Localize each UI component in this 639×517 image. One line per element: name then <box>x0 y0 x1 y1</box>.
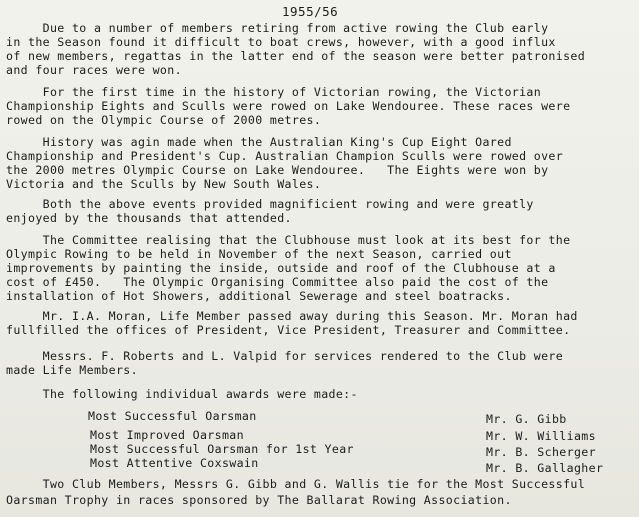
paragraph-2-line-1: For the first time in the history of Victorian rowing, the Victorian <box>6 85 542 99</box>
paragraph-4-line-1: Both the above events provided magnificient rowing and were greatly <box>6 197 534 211</box>
paragraph-1-line-3: of new members, regattas in the latter end of the season were better patronised <box>6 49 586 63</box>
paragraph-7-line-2: made Life Members. <box>6 363 138 377</box>
award-title: Most Attentive Coxswain <box>90 456 259 470</box>
paragraph-5-line-4: cost of £450. The Olympic Organising Committee also paid the cost of the <box>6 275 549 289</box>
paragraph-1-line-4: and four races were won. <box>6 63 182 77</box>
award-recipient: Mr. B. Gallagher <box>486 461 604 475</box>
paragraph-5-line-2: Olympic Rowing to be held in November of the next Season, carried out <box>6 247 512 261</box>
award-title: Most Successful Oarsman <box>88 409 257 423</box>
paragraph-5-line-1: The Committee realising that the Clubhouse must look at its best for the <box>6 233 571 247</box>
award-recipient: Mr. W. Williams <box>486 429 596 443</box>
paragraph-5-line-3: improvements by painting the inside, outside and roof of the Clubhouse at a <box>6 261 556 275</box>
closing-line-2: Oarsman Trophy in races sponsored by The Ballarat Rowing Association. <box>6 493 512 507</box>
paragraph-8-line-1: The following individual awards were made:- <box>6 387 358 401</box>
paragraph-3-line-2: Championship and President's Cup. Australian Champion Sculls were rowed over <box>6 149 564 163</box>
award-recipient: Mr. G. Gibb <box>486 412 567 426</box>
closing-line-1: Two Club Members, Messrs G. Gibb and G. Wallis tie for the Most Successful <box>6 477 586 491</box>
paragraph-1-line-1: Due to a number of members retiring from active rowing the Club early <box>6 21 549 35</box>
paragraph-7-line-1: Messrs. F. Roberts and L. Valpid for services rendered to the Club were <box>6 349 564 363</box>
paragraph-5-line-5: installation of Hot Showers, additional Sewerage and steel boatracks. <box>6 289 512 303</box>
paragraph-2-line-3: rowed on the Olympic Course of 2000 metres. <box>6 113 322 127</box>
paragraph-4-line-2: enjoyed by the thousands that attended. <box>6 211 292 225</box>
award-recipient: Mr. B. Scherger <box>486 445 596 459</box>
paragraph-1-line-2: in the Season found it difficult to boat crews, however, with a good influx <box>6 35 556 49</box>
paragraph-6-line-2: fullfilled the offices of President, Vice President, Treasurer and Committee. <box>6 323 571 337</box>
year-heading: 1955/56 <box>282 4 339 19</box>
paragraph-3-line-4: Victoria and the Sculls by New South Wales. <box>6 177 322 191</box>
award-title: Most Successful Oarsman for 1st Year <box>90 442 354 456</box>
paragraph-3-line-1: History was agin made when the Australian King's Cup Eight Oared <box>6 135 512 149</box>
paragraph-2-line-2: Championship Eights and Sculls were rowed on Lake Wendouree. These races were <box>6 99 571 113</box>
award-title: Most Improved Oarsman <box>90 428 244 442</box>
paragraph-3-line-3: the 2000 metres Olympic Course on Lake Wendouree. The Eights were won by <box>6 163 549 177</box>
paragraph-6-line-1: Mr. I.A. Moran, Life Member passed away during this Season. Mr. Moran had <box>6 309 578 323</box>
